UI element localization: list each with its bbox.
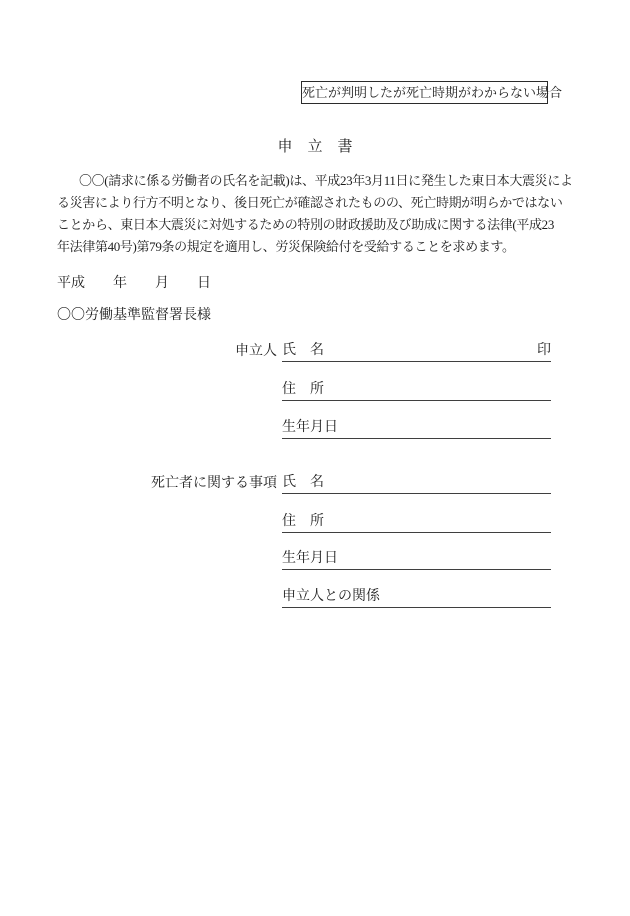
body-line: 年法律第40号)第79条の規定を適用し、労災保険給付を受給することを求めます。	[57, 239, 515, 254]
addressee-labor-standards-office-chief: 〇〇労働基準監督署長様	[57, 308, 211, 323]
date-blank-line: 平成 年 月 日	[57, 276, 211, 291]
petitioner-birthdate-label: 生年月日	[282, 420, 338, 435]
petitioner-address-field-line	[282, 381, 551, 401]
body-line: る災害により行方不明となり、後日死亡が確認されたものの、死亡時期が明らかではない	[57, 195, 563, 210]
case-type-tag: 死亡が判明したが死亡時期がわからない場合	[301, 81, 548, 104]
deceased-address-label: 住 所	[282, 514, 324, 529]
document-title: 申 立 書	[277, 139, 353, 155]
petitioner-name-label: 氏 名	[282, 343, 324, 358]
petitioner-address-label: 住 所	[282, 382, 324, 397]
body-paragraph	[57, 170, 573, 258]
deceased-section-label: 死亡者に関する事項	[151, 476, 277, 491]
deceased-relation-field-line	[282, 588, 551, 608]
deceased-address-field-line	[282, 513, 551, 533]
deceased-name-field-line	[282, 474, 551, 494]
petitioner-name-field-line	[282, 342, 551, 362]
petitioner-section-label: 申立人	[235, 344, 277, 359]
petitioner-birthdate-field-line	[282, 419, 551, 439]
deceased-name-label: 氏 名	[282, 475, 324, 490]
body-line: ことから、東日本大震災に対処するための特別の財政援助及び助成に関する法律(平成23	[57, 217, 554, 232]
deceased-birthdate-label: 生年月日	[282, 551, 338, 566]
deceased-relation-label: 申立人との関係	[282, 589, 380, 604]
deceased-birthdate-field-line	[282, 550, 551, 570]
body-line: 〇〇(請求に係る労働者の氏名を記載)は、平成23年3月11日に発生した東日本大震災によ	[79, 173, 573, 188]
seal-mark: 印	[537, 343, 551, 358]
